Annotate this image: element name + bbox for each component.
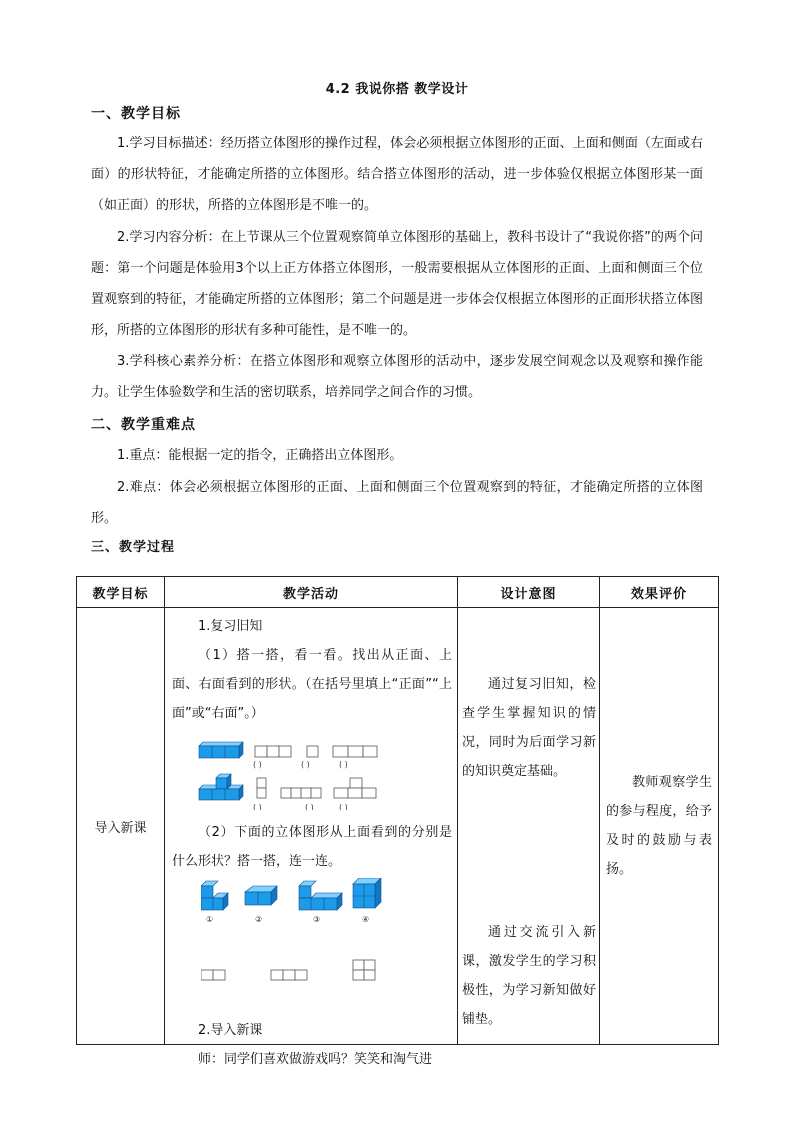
view-column-squares (257, 778, 266, 798)
answer-paren-1: ( ) (253, 760, 262, 769)
difficulty-paragraph: 2.难点：体会必须根据立体图形的正面、上面和侧面三个位置观察到的特征，才能确定所搭的立体图形。 (91, 480, 703, 526)
exercise-one-text: （1）搭一搭，看一看。找出从正面、上面、右面看到的形状。（在括号里填上“正面”“上面”或“右面”。） (172, 648, 452, 721)
teaching-process-table (76, 576, 719, 1067)
shape-label-4: ④ (362, 915, 370, 924)
content-analysis-paragraph: 2.学习内容分析：在上节课从三个位置观察简单立体图形的基础上，教科书设计了“我说你搭”的两个问题：第一个问题是体验用3个以上正方体搭立体图形，一般需要根据从立体图形的正面、上面和侧面三个位置观察到的特征，才能确定所搭的立体图形；第二个问题是进一步体会仅根据立体图形的正面形状搭立体图形，所搭的立体图形的形状有多种可能性，是不唯一的。 (91, 230, 703, 338)
table-header-row (77, 577, 719, 608)
view-single-square (307, 746, 318, 757)
intro-heading: 2.导入新课 (198, 1023, 263, 1038)
header-evaluation: 效果评价 (600, 577, 719, 608)
shape-label-3: ③ (313, 915, 321, 924)
view-four-squares (281, 788, 321, 798)
intent-cell (458, 608, 600, 1045)
core-literacy-paragraph: 3.学科核心素养分析：在搭立体图形和观察立体图形的活动中，逐步发展空间观念以及观察和操作能力。让学生体验数学和生活的密切联系，培养同学之间合作的习惯。 (91, 354, 703, 400)
answer-paren-4: ( ) (253, 803, 262, 810)
intent-review-text: 通过复习旧知，检查学生掌握知识的情况，同时为后面学习新的知识奠定基础。 (462, 677, 596, 779)
section-heading-goals: 一、教学目标 (91, 106, 181, 122)
document-title: 4.2 我说你搭 教学设计 (325, 82, 469, 97)
top-view-grid-squares (353, 960, 375, 980)
cube-shape-4 (353, 878, 381, 908)
review-heading: 1.复习旧知 (198, 619, 263, 634)
teacher-dialogue: 师：同学们喜欢做游戏吗？笑笑和淘气进 (198, 1052, 433, 1067)
header-goal: 教学目标 (77, 577, 165, 608)
activity-cell (165, 608, 458, 1067)
answer-paren-2: ( ) (301, 760, 310, 769)
view-three-squares-b (333, 746, 377, 757)
section-heading-process: 三、教学过程 (91, 540, 176, 555)
table-row (77, 608, 719, 1045)
evaluation-text: 教师观察学生的参与程度，给予及时的鼓励与表扬。 (606, 775, 712, 877)
shape-label-1: ① (206, 915, 214, 924)
intent-intro-text: 通过交流引入新课，激发学生的学习积极性，为学习新知做好铺垫。 (462, 925, 596, 1027)
top-view-three-squares (271, 970, 307, 980)
shape-label-2: ② (255, 915, 263, 924)
answer-paren-6: ( ) (339, 803, 348, 810)
cube-row-shape (199, 742, 243, 758)
evaluation-cell (600, 608, 719, 1045)
key-point-paragraph: 1.重点：能根据一定的指令，正确搭出立体图形。 (117, 448, 403, 463)
goal-cell: 导入新课 (77, 608, 165, 1045)
exercise-one-figure (195, 740, 395, 810)
answer-paren-5: ( ) (305, 803, 314, 810)
cube-shape-1 (201, 881, 228, 910)
goal-description-paragraph: 1.学习目标描述：经历搭立体图形的操作过程，体会必须根据立体图形的正面、上面和侧面（左面或右面）的形状特征，才能确定所搭的立体图形。结合搭立体图形的活动，进一步体验仅根据立体图形某一面（如正面）的形状，所搭的立体图形是不唯一的。 (91, 136, 703, 213)
top-view-two-squares (201, 970, 225, 980)
cube-shape-2 (245, 886, 277, 905)
exercise-two-text: （2）下面的立体图形从上面看到的分别是什么形状？搭一搭，连一连。 (172, 825, 452, 869)
cube-step-shape (199, 774, 243, 800)
answer-paren-3: ( ) (339, 760, 348, 769)
view-three-squares-a (255, 746, 291, 757)
header-activity: 教学活动 (165, 577, 458, 608)
section-heading-key-points: 二、教学重难点 (91, 417, 196, 433)
cube-shape-3 (299, 881, 342, 910)
exercise-two-figure (201, 878, 411, 988)
header-intent: 设计意图 (458, 577, 600, 608)
view-step-outline (334, 778, 376, 798)
